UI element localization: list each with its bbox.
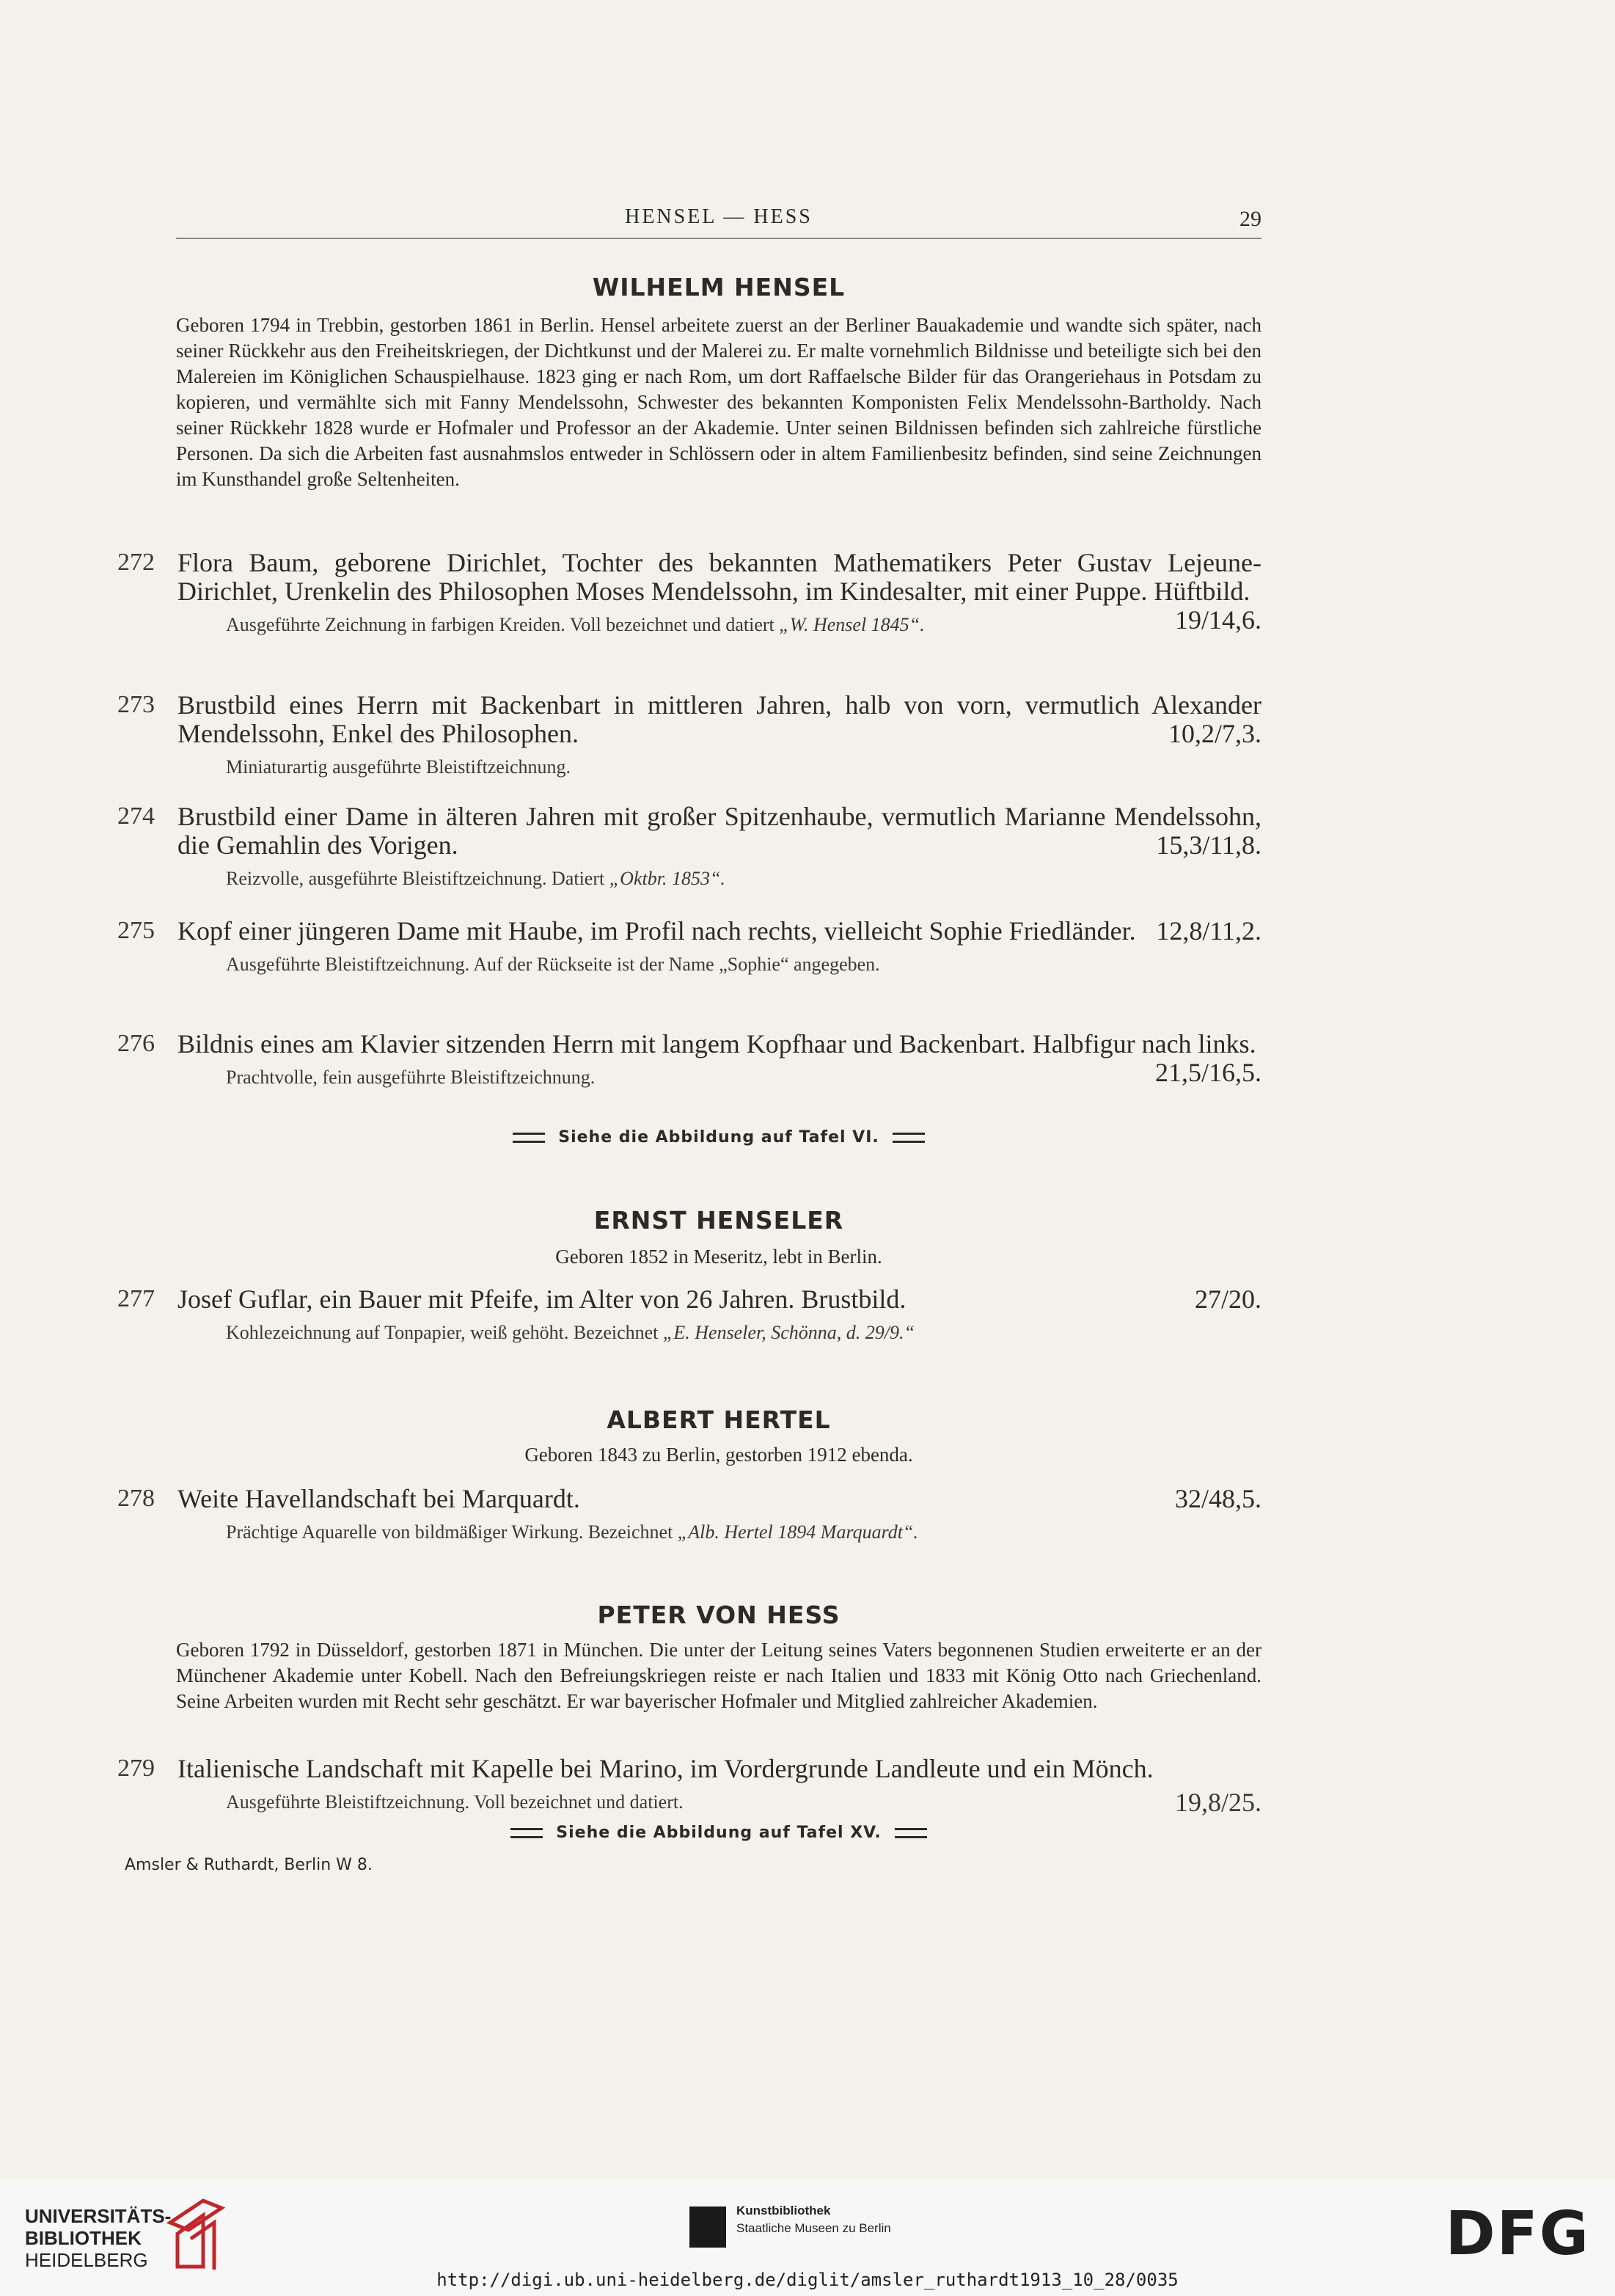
entry-number: 273 — [117, 691, 155, 718]
entry-note: Ausgeführte Bleistiftzeichnung. Auf der Rückseite ist der Name „Sophie“ angegeben. — [226, 954, 880, 975]
catalog-entry — [117, 1030, 1261, 1089]
entry-note: Prachtvolle, fein ausgeführte Bleistiftzeichnung. — [226, 1067, 596, 1088]
entry-note: Ausgeführte Zeichnung in farbigen Kreiden. Voll bezeichnet und datiert „W. Hensel 1845“. — [226, 614, 925, 635]
entry-number: 278 — [117, 1485, 155, 1512]
entry-size: 32/48,5. — [1174, 1484, 1261, 1513]
digitization-footer — [0, 2179, 1615, 2296]
plate-reference: Siehe die Abbildung auf Tafel VI. — [176, 1128, 1261, 1147]
catalog-entry — [117, 917, 1261, 976]
catalog-entry — [117, 691, 1261, 779]
entry-title: Weite Havellandschaft bei Marquardt. — [177, 1484, 580, 1513]
artist-heading: ERNST HENSELER — [593, 1206, 844, 1235]
entry-title: Brustbild einer Dame in älteren Jahren mit großer Spitzenhaube, vermutlich Marianne Mendelssohn, die Gemahlin des Vorigen. — [177, 802, 1261, 860]
kunstbibliothek-logo-icon — [689, 2207, 726, 2248]
page-number: 29 — [1239, 207, 1261, 231]
entry-title: Bildnis eines am Klavier sitzenden Herrn mit langem Kopfhaar und Backenbart. Halbfigur nach links. — [177, 1029, 1256, 1059]
entry-number: 274 — [117, 802, 155, 830]
double-rule-icon — [513, 1133, 545, 1143]
publisher-imprint: Amsler & Ruthardt, Berlin W 8. — [125, 1856, 373, 1874]
university-seal-icon — [163, 2193, 229, 2274]
catalog-entry — [117, 1754, 1261, 1817]
kunstbibliothek-label[interactable]: Kunstbibliothek Staatliche Museen zu Berlin — [736, 2204, 891, 2235]
artist-bio: Geboren 1852 in Meseritz, lebt in Berlin. — [555, 1246, 882, 1268]
entry-title: Italienische Landschaft mit Kapelle bei Marino, im Vordergrunde Landleute und ein Mönch. — [177, 1754, 1154, 1783]
double-rule-icon — [893, 1133, 925, 1143]
artist-bio: Geboren 1843 zu Berlin, gestorben 1912 ebenda. — [524, 1444, 913, 1466]
entry-note: Kohlezeichnung auf Tonpapier, weiß gehöht. Bezeichnet „E. Henseler, Schönna, d. 29/9.“ — [226, 1322, 915, 1343]
university-library-logo[interactable]: UNIVERSITÄTS- BIBLIOTHEK HEIDELBERG — [25, 2205, 172, 2271]
entry-number: 279 — [117, 1755, 155, 1782]
artist-heading: PETER VON HESS — [597, 1601, 841, 1629]
entry-size: 19,8/25. — [1174, 1788, 1261, 1817]
double-rule-icon — [895, 1828, 927, 1838]
double-rule-icon — [510, 1828, 543, 1838]
catalog-entry — [117, 802, 1261, 891]
entry-size: 27/20. — [1194, 1284, 1261, 1314]
entry-note: Reizvolle, ausgeführte Bleistiftzeichnung. Datiert „Oktbr. 1853“. — [226, 868, 725, 889]
artist-bio: Geboren 1792 in Düsseldorf, gestorben 1871 in München. Die unter der Leitung seines Vaters begonnenen Studien erweiterte er an der Münchener Akademie unter Kobell. Nach den Befreiungskriegen reiste er nach Italien und 1833 mit König Otto nach Griechenland. Seine Arbeiten wurden mit Recht sehr geschätzt. Er war bayerischer Hofmaler und Mitglied zahlreicher Akademien. — [176, 1639, 1261, 1712]
entry-number: 272 — [117, 549, 155, 576]
running-head — [176, 205, 1261, 239]
entry-title: Brustbild eines Herrn mit Backenbart in mittleren Jahren, halb von vorn, vermutlich Alexander Mendelssohn, Enkel des Philosophen. — [177, 690, 1261, 748]
running-head-title: HENSEL — HESS — [625, 205, 813, 228]
entry-number: 276 — [117, 1030, 155, 1057]
entry-size: 15,3/11,8. — [1156, 830, 1261, 860]
source-url-link[interactable]: http://digi.ub.uni-heidelberg.de/diglit/amsler_ruthardt1913_10_28/0035 — [436, 2270, 1179, 2290]
artist-bio: Geboren 1794 in Trebbin, gestorben 1861 in Berlin. Hensel arbeitete zuerst an der Berliner Bauakademie und wandte sich später, nach seiner Rückkehr aus den Freiheitskriegen, der Dichtkunst und der Malerei zu. Er malte vornehmlich Bildnisse und beteiligte sich bei den Malereien im Königlichen Schauspielhause. 1823 ging er nach Rom, um dort Raffaelsche Bilder für das Orangeriehaus in Potsdam zu kopieren, und vermählte sich mit Fanny Mendelssohn, Schwester des bekannten Komponisten Felix Mendelssohn-Bartholdy. Nach seiner Rückkehr 1828 wurde er Hofmaler und Professor an der Akademie. Unter seinen Bildnissen befinden sich zahlreiche fürstliche Personen. Da sich die Arbeiten fast ausnahmslos entweder in Schlössern oder in altem Familienbesitz befinden, sind seine Zeichnungen im Kunsthandel große Seltenheiten. — [176, 314, 1261, 490]
entry-size: 19/14,6. — [1174, 605, 1261, 635]
entry-title: Kopf einer jüngeren Dame mit Haube, im Profil nach rechts, vielleicht Sophie Friedländer. — [177, 916, 1136, 946]
entry-number: 275 — [117, 917, 155, 944]
entry-note: Miniaturartig ausgeführte Bleistiftzeichnung. — [226, 756, 571, 778]
artist-heading: WILHELM HENSEL — [592, 273, 846, 301]
dfg-logo[interactable]: DFG — [1445, 2199, 1590, 2269]
catalog-entry — [117, 1285, 1261, 1345]
catalog-entry — [117, 549, 1261, 637]
entry-note: Prächtige Aquarelle von bildmäßiger Wirkung. Bezeichnet „Alb. Hertel 1894 Marquardt“. — [226, 1521, 918, 1543]
entry-size: 10,2/7,3. — [1168, 719, 1261, 748]
plate-reference: Siehe die Abbildung auf Tafel XV. — [176, 1824, 1261, 1842]
artist-heading: ALBERT HERTEL — [607, 1405, 831, 1434]
entry-size: 21,5/16,5. — [1154, 1058, 1261, 1087]
entry-title: Josef Guflar, ein Bauer mit Pfeife, im Alter von 26 Jahren. Brustbild. — [177, 1284, 907, 1314]
entry-note: Ausgeführte Bleistiftzeichnung. Voll bezeichnet und datiert. 19,8/25. — [226, 1788, 1261, 1817]
entry-number: 277 — [117, 1285, 155, 1312]
entry-size: 12,8/11,2. — [1156, 916, 1261, 946]
catalog-entry — [117, 1485, 1261, 1544]
entry-title: Flora Baum, geborene Dirichlet, Tochter des bekannten Mathematikers Peter Gustav Lejeune-Dirichlet, Urenkelin des Philosophen Moses Mendelssohn, im Kindesalter, mit einer Puppe. Hüftbild. — [177, 548, 1261, 606]
